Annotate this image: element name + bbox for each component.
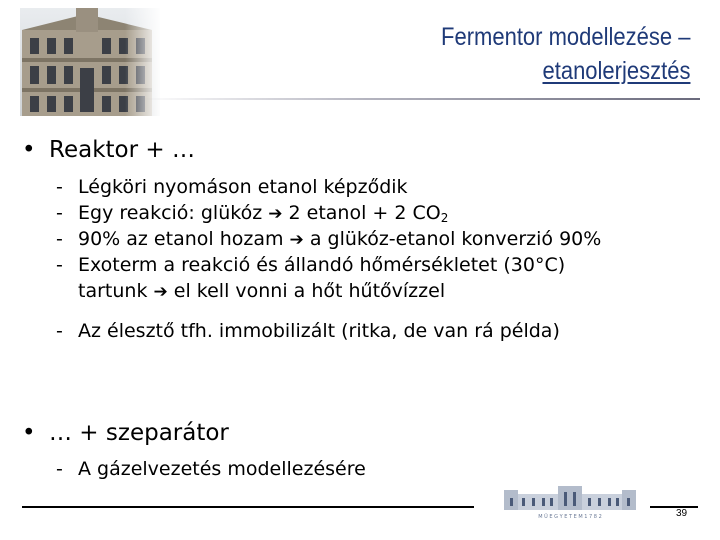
bullet-marker: • (22, 137, 36, 163)
title-line-2: etanolerjesztés (542, 57, 690, 85)
list-item-text: Az élesztő tfh. immobilizált (ritka, de van rá példa) (78, 320, 560, 342)
dash-marker: - (56, 202, 63, 224)
slide-title (441, 20, 690, 88)
title-line-1: Fermentor modellezése – (440, 23, 690, 51)
dash-marker: - (56, 458, 63, 480)
bullet-text: Reaktor + … (49, 137, 195, 163)
arrow-icon: ➔ (153, 282, 168, 302)
footer-divider (22, 506, 474, 508)
university-building-photo (20, 8, 160, 116)
list-item-text: Exoterm a reakció és állandó hőmérsékletet (30°C) tartunk ➔ el kell vonni a hőt hűtővízzel (78, 254, 566, 302)
dash-marker: - (56, 228, 63, 250)
university-logo (502, 484, 638, 520)
bullet-marker: • (22, 420, 36, 446)
arrow-icon: ➔ (268, 204, 283, 224)
bullet-text: … + szeparátor (49, 420, 229, 446)
footer-divider-right (650, 506, 698, 508)
dash-marker: - (56, 320, 63, 342)
list-item-text: 90% az etanol hozam ➔ a glükóz-etanol konverzió 90% (78, 228, 602, 250)
list-item-text: Egy reakció: glükóz ➔ 2 etanol + 2 $CO_2$ (78, 202, 449, 225)
list-item-text: Légköri nyomáson etanol képződik (78, 176, 408, 198)
logo-caption: M Ű E G Y E T E M 1 7 8 2 (538, 514, 602, 520)
page-number: 39 (676, 508, 688, 519)
arrow-icon: ➔ (289, 230, 304, 250)
header-divider (140, 98, 700, 100)
dash-marker: - (56, 254, 63, 276)
list-item-text: A gázelvezetés modellezésére (78, 458, 366, 480)
dash-marker: - (56, 176, 63, 198)
